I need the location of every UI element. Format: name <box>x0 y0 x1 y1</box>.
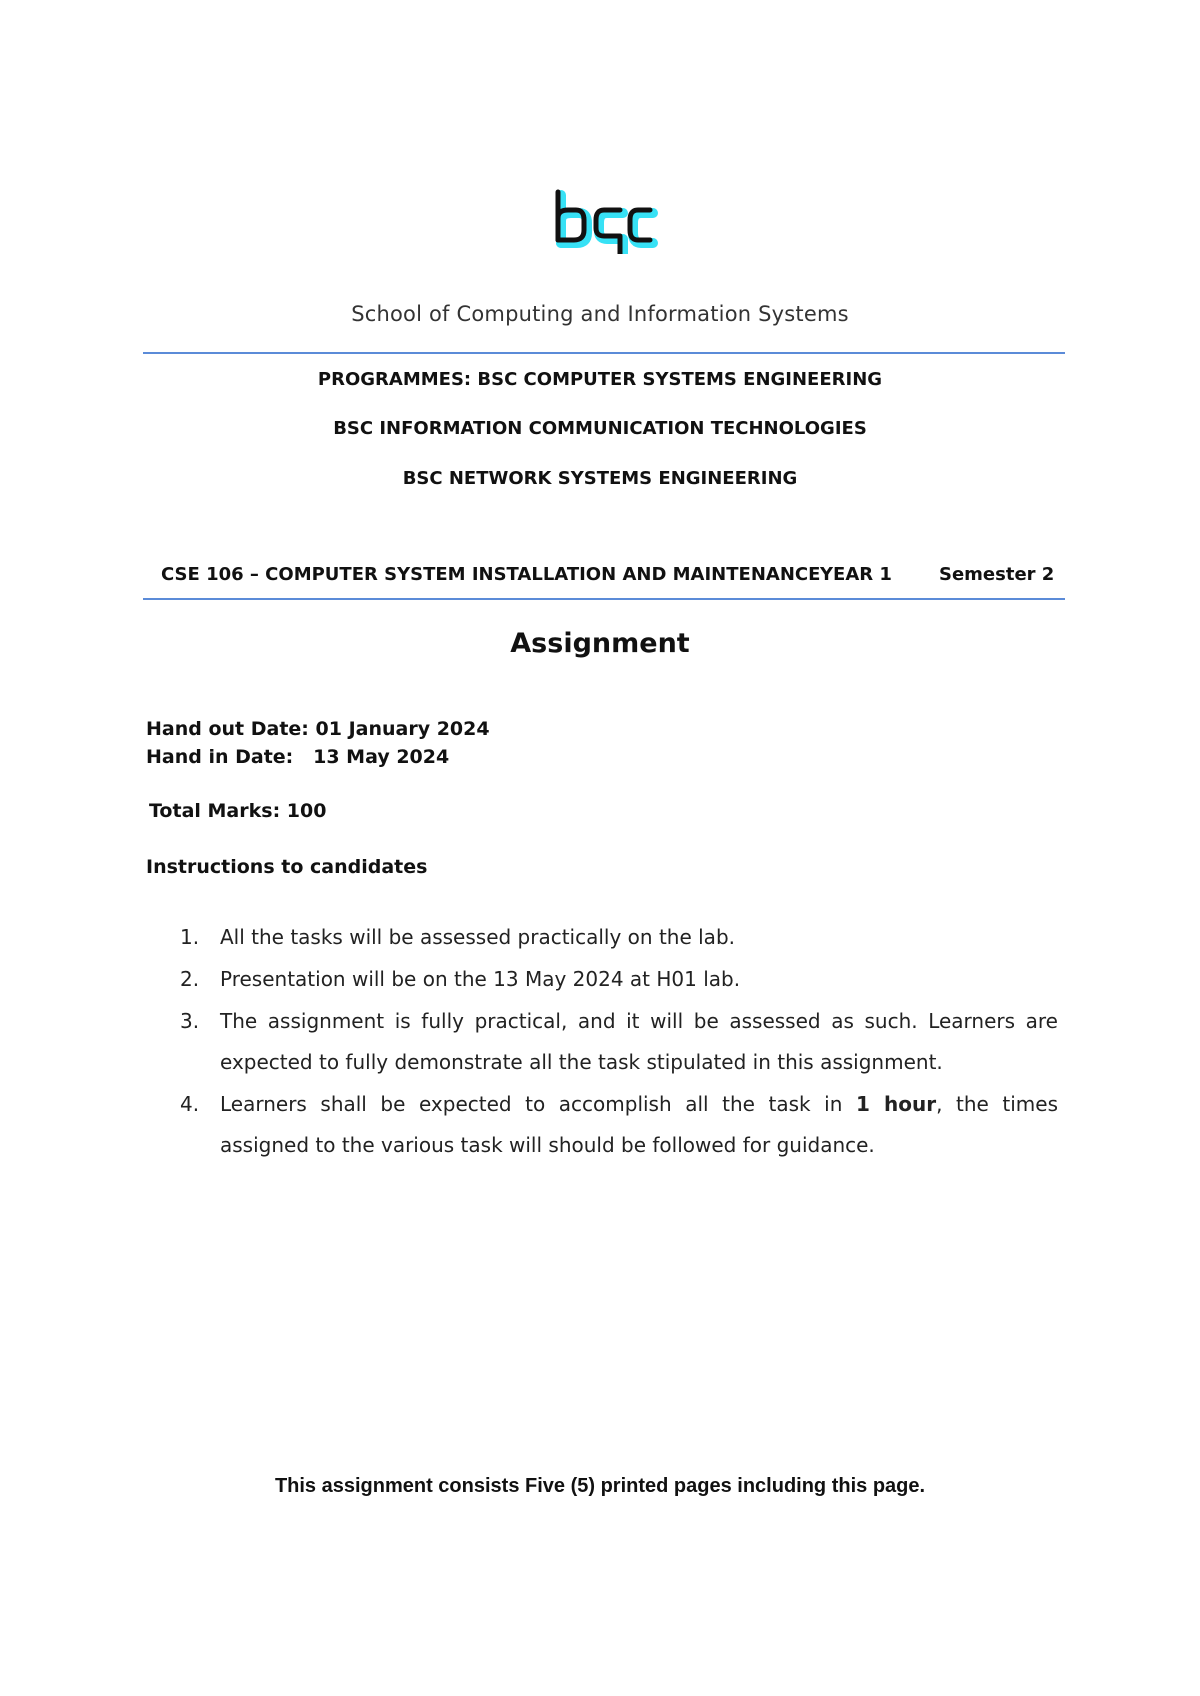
instruction-text: Presentation will be on the 13 May 2024 at H01 lab. <box>220 967 741 991</box>
bac-logo <box>550 188 660 254</box>
instruction-text: All the tasks will be assessed practically on the lab. <box>220 925 735 949</box>
course-title: CSE 106 – COMPUTER SYSTEM INSTALLATION AND MAINTENANCE <box>161 564 821 585</box>
instruction-text-before: Learners shall be expected to accomplish all the task in <box>220 1092 856 1116</box>
course-year: YEAR 1 <box>820 564 892 585</box>
header-divider-top <box>143 352 1065 354</box>
instruction-item <box>146 1001 1058 1083</box>
hand-in-date: Hand in Date: 13 May 2024 <box>146 746 450 768</box>
document-title: Assignment <box>510 628 690 659</box>
instruction-text: The assignment is fully practical, and it will be assessed as such. Learners are expected to fully demonstrate all the task stipulated in this assignment. <box>220 1009 1058 1074</box>
hand-out-date: Hand out Date: 01 January 2024 <box>146 718 490 740</box>
instructions-heading: Instructions to candidates <box>146 856 428 878</box>
header-divider-bottom <box>143 598 1065 600</box>
programme-line-3: BSC NETWORK SYSTEMS ENGINEERING <box>402 468 798 489</box>
total-marks: Total Marks: 100 <box>149 800 327 822</box>
programme-line-2: BSC INFORMATION COMMUNICATION TECHNOLOGIES <box>333 418 867 439</box>
course-semester: Semester 2 <box>939 564 1055 585</box>
instruction-item <box>146 1084 1058 1166</box>
page-count-note: This assignment consists Five (5) printed pages including this page. <box>274 1475 926 1497</box>
instruction-number: 4. <box>180 1092 200 1116</box>
instruction-number: 3. <box>180 1009 200 1033</box>
instruction-number: 2. <box>180 967 200 991</box>
instruction-text-after: , the times assigned to the various task will should be followed for guidance. <box>220 1092 1059 1157</box>
instruction-item <box>146 959 1058 1000</box>
instruction-item <box>146 917 1058 958</box>
instruction-duration: 1 hour <box>855 1092 937 1116</box>
instructions-list <box>146 917 1058 1167</box>
school-name: School of Computing and Information Systems <box>351 302 849 326</box>
instruction-number: 1. <box>180 925 200 949</box>
programme-line-1: PROGRAMMES: BSC COMPUTER SYSTEMS ENGINEERING <box>317 369 883 390</box>
